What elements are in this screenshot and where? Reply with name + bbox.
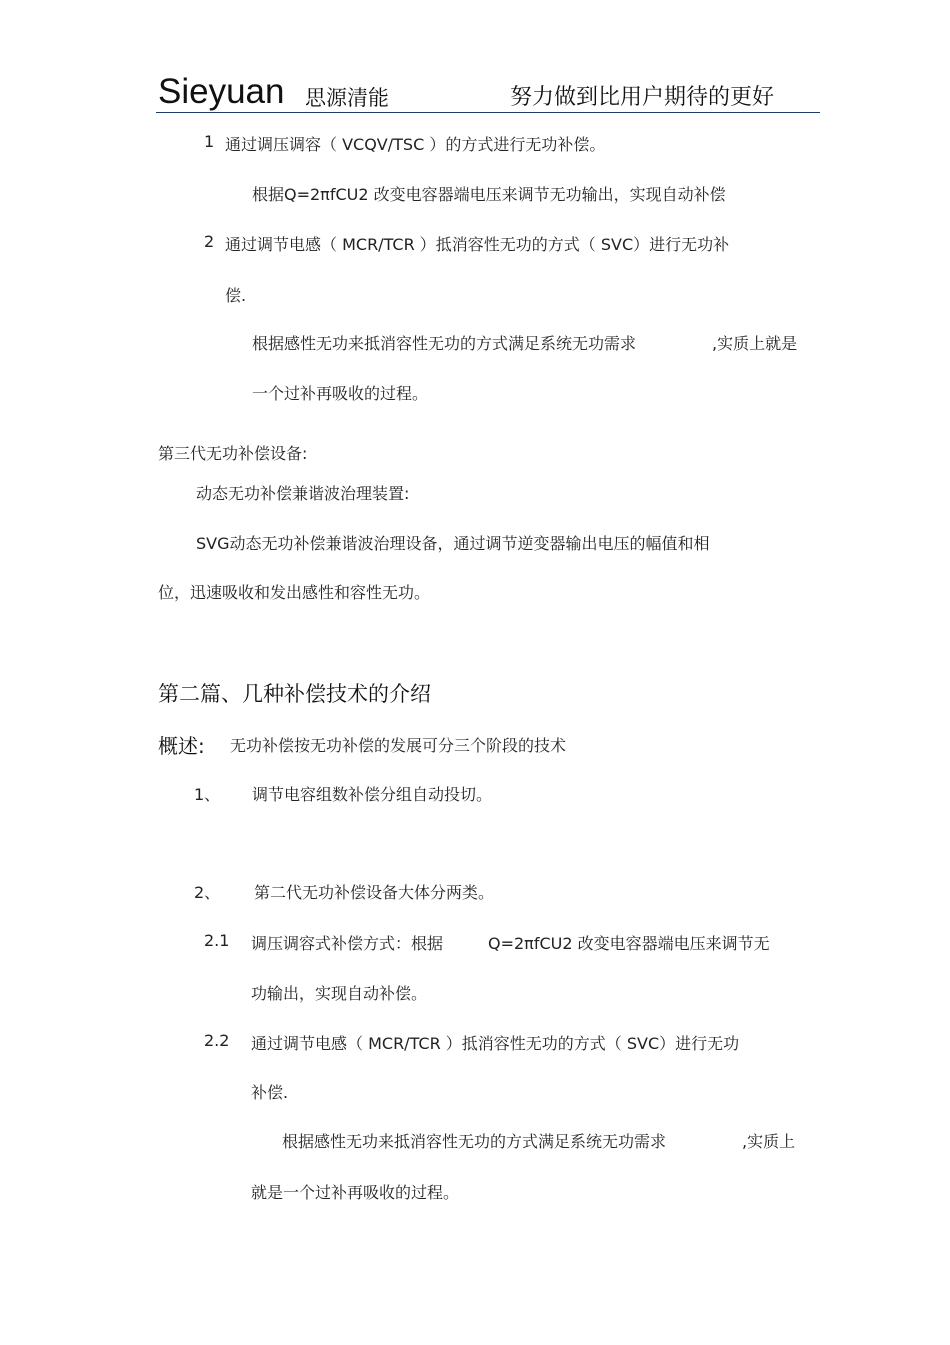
overview-text: 无功补偿按无功补偿的发展可分三个阶段的技术 bbox=[230, 736, 567, 755]
svg-paragraph-line1: SVG动态无功补偿兼谐波治理设备，通过调节逆变器输出电压的幅值和相 bbox=[196, 534, 710, 553]
section2-1-continuation: 功输出，实现自动补偿。 bbox=[251, 984, 428, 1003]
overview-label: 概述: bbox=[158, 734, 205, 758]
item2-continuation: 偿. bbox=[225, 286, 247, 305]
item2-description-line2: 一个过补再吸收的过程。 bbox=[252, 384, 429, 403]
section1-number: 1、 bbox=[194, 785, 221, 804]
section2-1-text-a: 调压调容式补偿方式：根据 bbox=[251, 934, 444, 953]
item1-number: 1 bbox=[204, 132, 215, 151]
item2-text: 通过调节电感（ MCR/TCR ）抵消容性无功的方式（ SVC）进行无功补 bbox=[225, 235, 730, 254]
svg-paragraph-line2: 位，迅速吸收和发出感性和容性无功。 bbox=[158, 583, 431, 602]
part2-heading: 第二篇、几种补偿技术的介绍 bbox=[158, 682, 431, 706]
section2-2-description-b: ,实质上 bbox=[742, 1132, 796, 1151]
section2-text: 第二代无功补偿设备大体分两类。 bbox=[254, 883, 495, 902]
gen3-title: 第三代无功补偿设备: bbox=[158, 444, 308, 463]
item2-description-a: 根据感性无功来抵消容性无功的方式满足系统无功需求 bbox=[252, 334, 637, 353]
section2-2-number: 2.2 bbox=[204, 1031, 230, 1050]
section2-1-text-b: Q=2πfCU2 改变电容器端电压来调节无 bbox=[488, 934, 770, 953]
brand-logo-text: Sieyuan bbox=[158, 72, 285, 111]
section2-2-text: 通过调节电感（ MCR/TCR ）抵消容性无功的方式（ SVC）进行无功 bbox=[251, 1034, 740, 1053]
section1-text: 调节电容组数补偿分组自动投切。 bbox=[252, 785, 493, 804]
header-divider bbox=[156, 112, 820, 113]
item2-number: 2 bbox=[204, 232, 215, 251]
gen3-subtitle: 动态无功补偿兼谐波治理装置: bbox=[196, 484, 410, 503]
item1-text: 通过调压调容（ VCQV/TSC ）的方式进行无功补偿。 bbox=[225, 135, 606, 154]
item2-description-b: ,实质上就是 bbox=[712, 334, 798, 353]
section2-number: 2、 bbox=[194, 883, 221, 902]
header-slogan: 努力做到比用户期待的更好 bbox=[510, 85, 775, 110]
section2-2-continuation: 补偿. bbox=[251, 1083, 289, 1102]
section2-2-description-line2: 就是一个过补再吸收的过程。 bbox=[251, 1183, 460, 1202]
section2-2-description-a: 根据感性无功来抵消容性无功的方式满足系统无功需求 bbox=[282, 1132, 667, 1151]
section2-1-number: 2.1 bbox=[204, 931, 230, 950]
brand-chinese-name: 思源清能 bbox=[305, 86, 389, 110]
item1-description: 根据Q=2πfCU2 改变电容器端电压来调节无功输出，实现自动补偿 bbox=[252, 185, 726, 204]
